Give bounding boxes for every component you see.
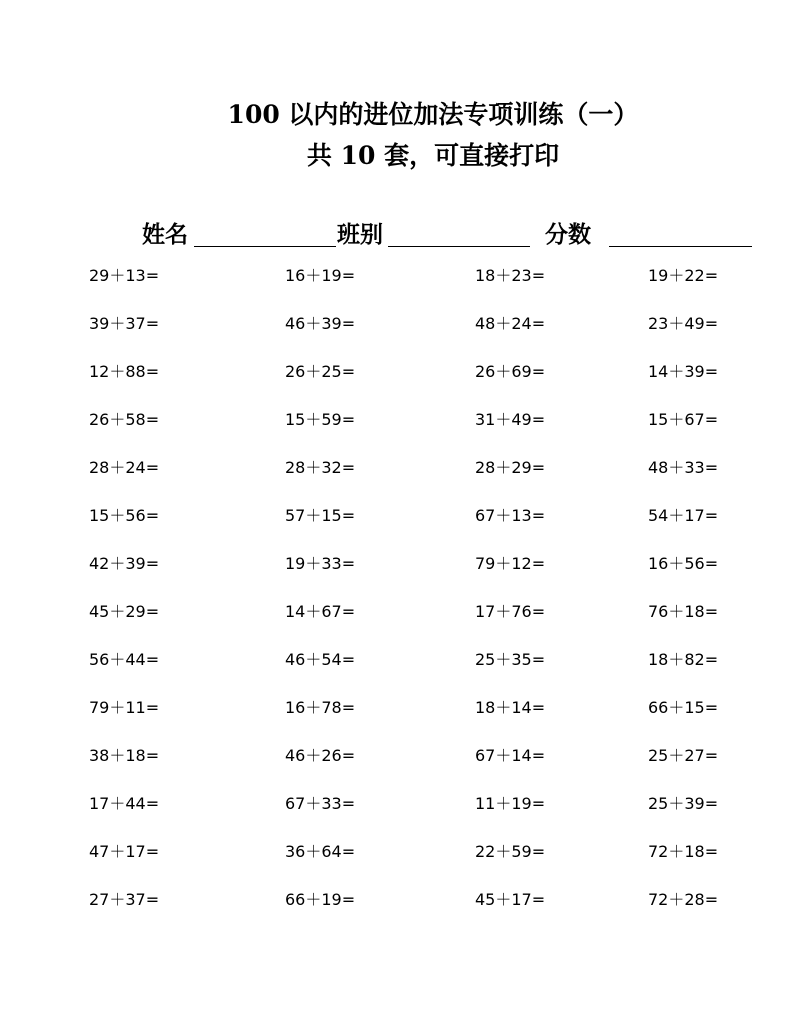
addition-problem: 36＋64= [285, 842, 356, 861]
addition-problem: 66＋19= [285, 890, 356, 909]
addition-problem: 14＋39= [648, 362, 719, 381]
addition-problem: 57＋15= [285, 506, 356, 525]
name-label: 姓名 [142, 221, 188, 248]
addition-problem: 16＋56= [648, 554, 719, 573]
addition-problem: 17＋44= [89, 794, 160, 813]
addition-problem: 45＋29= [89, 602, 160, 621]
addition-problem: 72＋18= [648, 842, 719, 861]
addition-problem: 48＋24= [475, 314, 546, 333]
addition-problem: 42＋39= [89, 554, 160, 573]
addition-problem: 67＋13= [475, 506, 546, 525]
addition-problem: 11＋19= [475, 794, 546, 813]
addition-problem: 46＋39= [285, 314, 356, 333]
addition-problem: 26＋58= [89, 410, 160, 429]
addition-problem: 38＋18= [89, 746, 160, 765]
student-info-row [0, 220, 794, 252]
addition-problem: 67＋33= [285, 794, 356, 813]
addition-problem: 15＋56= [89, 506, 160, 525]
addition-problem: 12＋88= [89, 362, 160, 381]
score-label: 分数 [545, 221, 591, 248]
addition-problem: 18＋23= [475, 266, 546, 285]
addition-problem: 46＋54= [285, 650, 356, 669]
addition-problem: 56＋44= [89, 650, 160, 669]
name-blank[interactable] [194, 246, 336, 247]
addition-problem: 47＋17= [89, 842, 160, 861]
addition-problem: 66＋15= [648, 698, 719, 717]
addition-problem: 46＋26= [285, 746, 356, 765]
addition-problem: 26＋25= [285, 362, 356, 381]
worksheet-title: 100 以内的进位加法专项训练（一） [227, 100, 639, 129]
addition-problem: 76＋18= [648, 602, 719, 621]
addition-problem: 29＋13= [89, 266, 160, 285]
addition-problem: 19＋22= [648, 266, 719, 285]
addition-problem: 26＋69= [475, 362, 546, 381]
addition-problem: 25＋27= [648, 746, 719, 765]
addition-problem: 15＋67= [648, 410, 719, 429]
addition-problem: 54＋17= [648, 506, 719, 525]
addition-problem: 16＋78= [285, 698, 356, 717]
addition-problem: 31＋49= [475, 410, 546, 429]
addition-problem: 39＋37= [89, 314, 160, 333]
addition-problem: 72＋28= [648, 890, 719, 909]
addition-problem: 28＋24= [89, 458, 160, 477]
addition-problem: 48＋33= [648, 458, 719, 477]
worksheet-subtitle: 共 10 套，可直接打印 [306, 141, 560, 170]
class-label: 班别 [337, 221, 383, 248]
addition-problem: 67＋14= [475, 746, 546, 765]
score-blank[interactable] [609, 246, 752, 247]
addition-problem: 18＋82= [648, 650, 719, 669]
addition-problem: 17＋76= [475, 602, 546, 621]
addition-problem: 15＋59= [285, 410, 356, 429]
addition-problem: 27＋37= [89, 890, 160, 909]
addition-problem: 19＋33= [285, 554, 356, 573]
addition-problem: 25＋39= [648, 794, 719, 813]
addition-problem: 79＋11= [89, 698, 160, 717]
addition-problem: 14＋67= [285, 602, 356, 621]
addition-problem: 28＋32= [285, 458, 356, 477]
addition-problem: 28＋29= [475, 458, 546, 477]
addition-problem: 16＋19= [285, 266, 356, 285]
addition-problem: 45＋17= [475, 890, 546, 909]
addition-problem: 23＋49= [648, 314, 719, 333]
addition-problem: 18＋14= [475, 698, 546, 717]
addition-problem: 25＋35= [475, 650, 546, 669]
addition-problem: 79＋12= [475, 554, 546, 573]
addition-problem: 22＋59= [475, 842, 546, 861]
class-blank[interactable] [388, 246, 530, 247]
